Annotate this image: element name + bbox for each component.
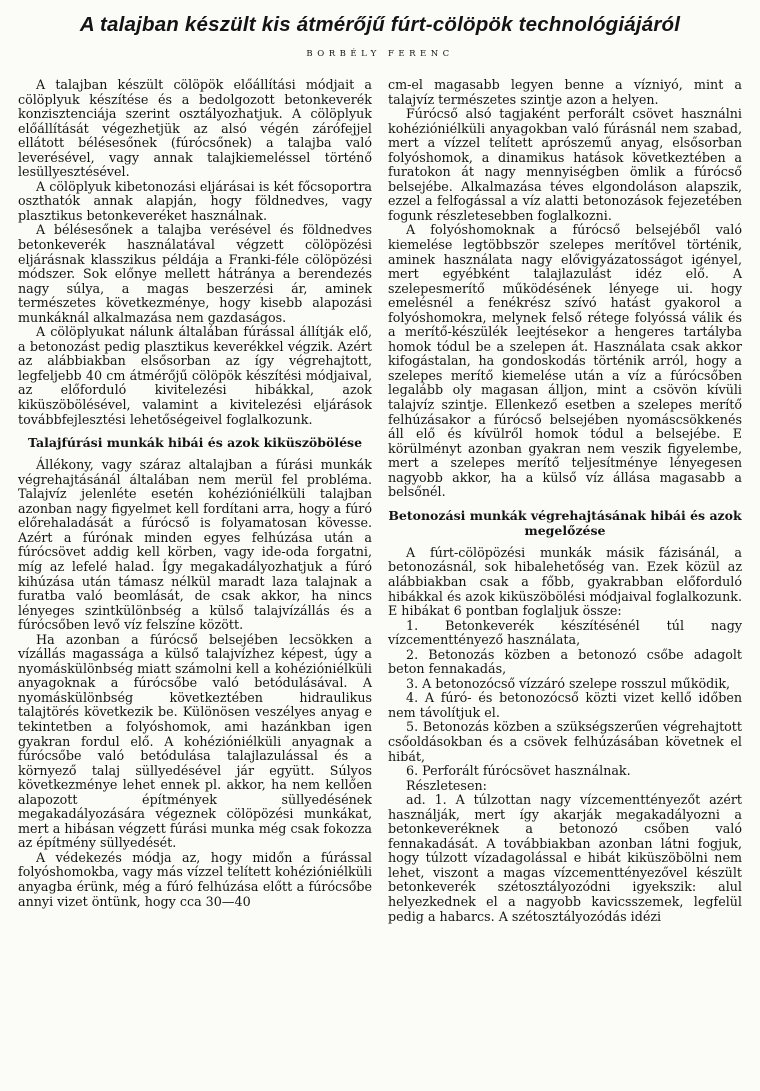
- list-item: 6. Perforált fúrócsövet használnak.: [406, 763, 631, 779]
- paragraph: Fúrócső alsó tagjaként perforált csövet használni kohézióniélküli anyagokban való fúrásnál nem szabad, mert a vízzel telített aprószemű anyag, elsősorban folyóshomok, a dinamikus hatások következtében a furatokon át nagy mennyiségben ömlik a fúrócső belsejébe. Alkalmazása téves elgondoláson alapszik, ezzel a felfogással a víz alatti betonozások fejezetében fogunk részletesebben foglalkozni.: [388, 106, 742, 223]
- list-item: 4. A fúró- és betonozócső közti vizet kellő időben nem távolítjuk el.: [388, 690, 742, 720]
- paragraph: ad. 1. A túlzottan nagy vízcementtényezőt azért használják, mert így akarják megakadályozni a betonkeveréknek a betonozó csőben való fennakadását. A továbbiakban azonban látni fogjuk, hogy túlzott vízadagolással e hibát kiküszöbölni nem lehet, viszont a magas vízcementtényezővel készült betonkeverék szétosztályozódni igyekszik: alul helyezkednek el a nagyobb kavicsszemek, legfelül pedig a habarcs. A szétosztályozódás idézi: [388, 792, 742, 924]
- paragraph: A talajban készült cölöpök előállítási módjait a cölöplyuk készítése és a bedolgozott betonkeverék konzisztenciája szerint osztályozhatjuk. A cölöplyuk előállítását végezhetjük az alsó végén zárófejjel ellátott bélésesőnek (fúrócsőnek) a talajba való leverésével, vagy annak talajkiemeléssel történő lesüllyesztésével.: [18, 77, 372, 180]
- left-column: [18, 78, 372, 924]
- paragraph: A védekezés módja az, hogy midőn a fúrással folyóshomokba, vagy más vízzel telített kohézióniélküli anyagba érünk, még a fúró felhúzása előtt a fúrócsőbe annyi vizet öntünk, hogy cca 30—40: [18, 849, 372, 909]
- paragraph: A bélésesőnek a talajba verésével és földnedves betonkeverék használatával végzett cölöpözési eljárásnak klasszikus példája a Franki-féle cölöpözési módszer. Sok előnye mellett hátránya a berendezés nagy súlya, a magas beszerzési ár, aminek természetes következménye, hogy kisebb alapozási munkáknál alkalmazása nem gazdaságos.: [18, 222, 372, 325]
- paragraph: A cölöplyuk kibetonozási eljárásai is két főcsoportra oszthatók annak alapján, hogy földnedves, vagy plasztikus betonkeveréket használnak.: [18, 178, 372, 223]
- paragraph: A cölöplyukat nálunk általában fúrással állítják elő, a betonozást pedig plasztikus keverékkel végzik. Azért az alábbiakban elsősorban az így végrehajtott, legfeljebb 40 cm átmérőjű cölöpök készítési módjaival, az előforduló kivitelezési hibákkal, azok kiküszöbölésével, valamint a kivitelezési eljárások továbbfejlesztési lehetőségeivel foglalkozunk.: [18, 324, 372, 427]
- paragraph: Részletesen:: [406, 777, 487, 793]
- article-body: [18, 78, 742, 924]
- paragraph: A fúrt-cölöpözési munkák másik fázisánál, a betonozásnál, sok hibalehetőség van. Ezek közül az alábbiakban csak a főbb, gyakrabban előforduló hibákkal és azok kiküszöbölési módjaival foglalkozunk. E hibákat 6 pontban foglaljuk össze:: [388, 544, 742, 619]
- paragraph: A folyóshomoknak a fúrócső belsejéből való kiemelése legtöbbször szelepes merítővel történik, aminek használata nagy elővigyázatosságot igényel, mert egyébként talajlazulást idéz elő. A szelepesmerítő működésének lényege ui. hogy emelésnél a fenékrész szívó hatást gyakorol a folyóshomokra, melynek felső rétege folyóssá válik és a merítő-készülék leejtésekor a hengeres tartályba homok tódul be a szelepen át. Használata csak akkor kifogástalan, ha gondoskodás történik arról, hogy a szelepes merítő kiemelése után a víz a fúrócsőben legalább oly magasan álljon, mint a csövön kívüli talajvíz szintje. Ellenkező esetben a szelepes merítő felhúzásakor a fúrócső belsejében nyomáscsökkenés áll elő és kívülről homok tódul a belsejébe. E körülményt azonban gyakran nem veszik figyelembe, mert a szelepes merítő teljesítménye lényegesen nagyobb akkor, ha a külső víz állása magasabb a belsőnél.: [388, 222, 742, 500]
- list-item: 1. Betonkeverék készítésénél túl nagy vízcementtényező használata,: [388, 617, 742, 648]
- article-title: A talajban készült kis átmérőjű fúrt-cölöpök technológiájáról: [79, 13, 681, 36]
- section-heading: Talajfúrási munkák hibái és azok kiküszöbölése: [27, 435, 363, 451]
- section-heading: Betonozási munkák végrehajtásának hibái és azok megelőzése: [388, 507, 742, 538]
- list-item: 3. A betonozócső vízzáró szelepe rosszul működik,: [406, 675, 731, 691]
- paragraph: cm-el magasabb legyen benne a vízniyó, mint a talajvíz természetes szintje azon a helyen.: [388, 77, 742, 107]
- right-column: [388, 78, 742, 924]
- author-name: BORBÉLY FERENC: [306, 49, 454, 59]
- paragraph: Ha azonban a fúrócső belsejében lecsökken a vízállás magassága a külső talajvízhez képest, úgy a nyomáskülönbség miatt számolni kell a kohézióniélküli anyagoknak a fúrócsőbe való betódulásával. A nyomáskülönbség következtében hidraulikus talajtörés következik be. Különösen veszélyes anyag e tekintetben a folyóshomok, ami hazánkban igen gyakran fordul elő. A kohézióniélküli anyagnak a fúrócsőbe való betódulása talajlazulással és a környező talaj süllyedésével jár együtt. Súlyos következménye lehet ennek pl. akkor, ha nem kellően alapozott építmények süllyedésének megakadályozására végeznek cölöpözési munkákat, mert a hibásan végzett fúrási munka még csak fokozza az építmény süllyedését.: [18, 631, 372, 851]
- paragraph: Állékony, vagy száraz altalajban a fúrási munkák végrehajtásánál általában nem merül fel probléma. Talajvíz jelenléte esetén kohézióniélküli talajban azonban nagy figyelmet kell fordítani arra, hogy a fúró előrehaladását a fúrócső is folyamatosan kövesse. Azért a fúrónak minden egyes felhúzása után a fúrócsövet addig kell körben, vagy ide-oda forgatni, míg az lefelé halad. Így megakadályozhatjuk a fúró kihúzása után támasz nélkül maradt laza talajnak a furatba való beomlását, de csak akkor, ha nincs lényeges szintkülönbség a külső talajvízállás és a fúrócsőben levő víz felszíne között.: [18, 457, 372, 633]
- list-item: 5. Betonozás közben a szükségszerűen végrehajtott csőoldásokban és a csövek felhúzásában követnek el hibát,: [388, 719, 742, 764]
- list-item: 2. Betonozás közben a betonozó csőbe adagolt beton fennakadás,: [388, 646, 742, 677]
